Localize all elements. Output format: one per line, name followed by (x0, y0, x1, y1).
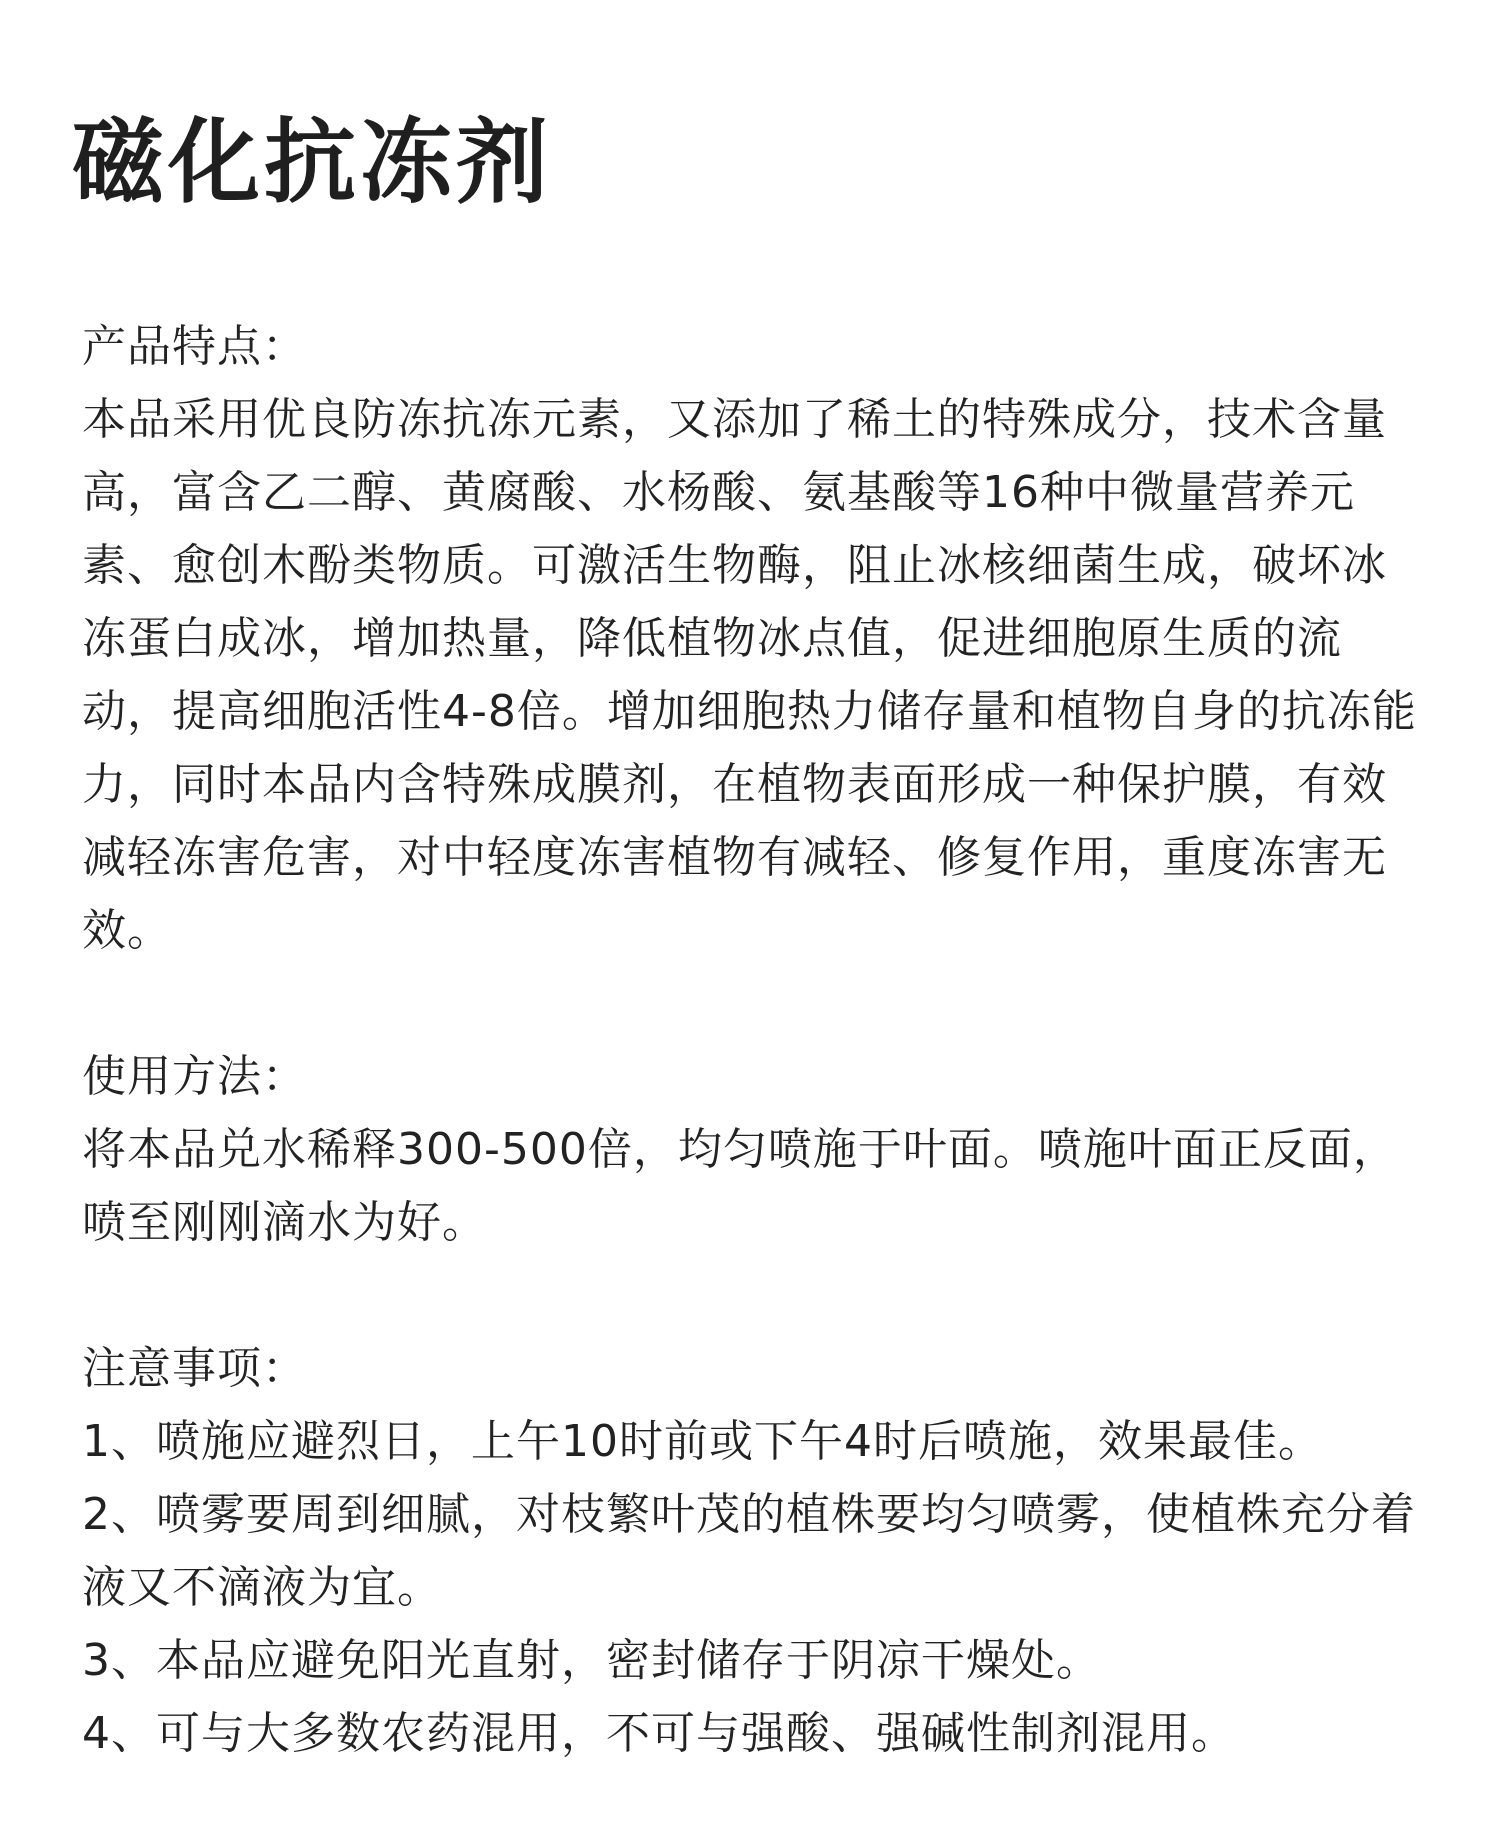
features-paragraph: 本品采用优良防冻抗冻元素，又添加了稀土的特殊成分，技术含量高，富含乙二醇、黄腐酸、水杨酸、氨基酸等16种中微量营养元素、愈创木酚类物质。可激活生物酶，阻止冰核细菌生成，破坏冰冻蛋白成冰，增加热量，降低植物冰点值，促进细胞原生质的流动，提高细胞活性4-8倍。增加细胞热力储存量和植物自身的抗冻能力，同时本品内含特殊成膜剂，在植物表面形成一种保护膜，有效减轻冻害危害，对中轻度冻害植物有减轻、修复作用，重度冻害无效。 (82, 394, 1417, 956)
document-body (82, 310, 1427, 1770)
usage-paragraph: 将本品兑水稀释300-500倍，均匀喷施于叶面。喷施叶面正反面，喷至刚刚滴水为好。 (82, 1124, 1398, 1248)
notes-item: 3、本品应避免阳光直射，密封储存于阴凉干燥处。 (82, 1635, 1101, 1686)
section-features (82, 310, 1427, 967)
section-heading-usage: 使用方法： (82, 1051, 307, 1102)
section-heading-notes: 注意事项： (82, 1343, 307, 1394)
notes-item: 1、喷施应避烈日，上午10时前或下午4时后喷施，效果最佳。 (82, 1416, 1323, 1467)
section-heading-features: 产品特点： (82, 321, 307, 372)
notes-item: 2、喷雾要周到细腻，对枝繁叶茂的植株要均匀喷雾，使植株充分着液又不滴液为宜。 (82, 1489, 1416, 1613)
section-notes (82, 1332, 1427, 1770)
section-usage (82, 1040, 1427, 1259)
notes-item: 4、可与大多数农药混用，不可与强酸、强碱性制剂混用。 (82, 1708, 1236, 1759)
page-title: 磁化抗冻剂 (72, 109, 553, 216)
